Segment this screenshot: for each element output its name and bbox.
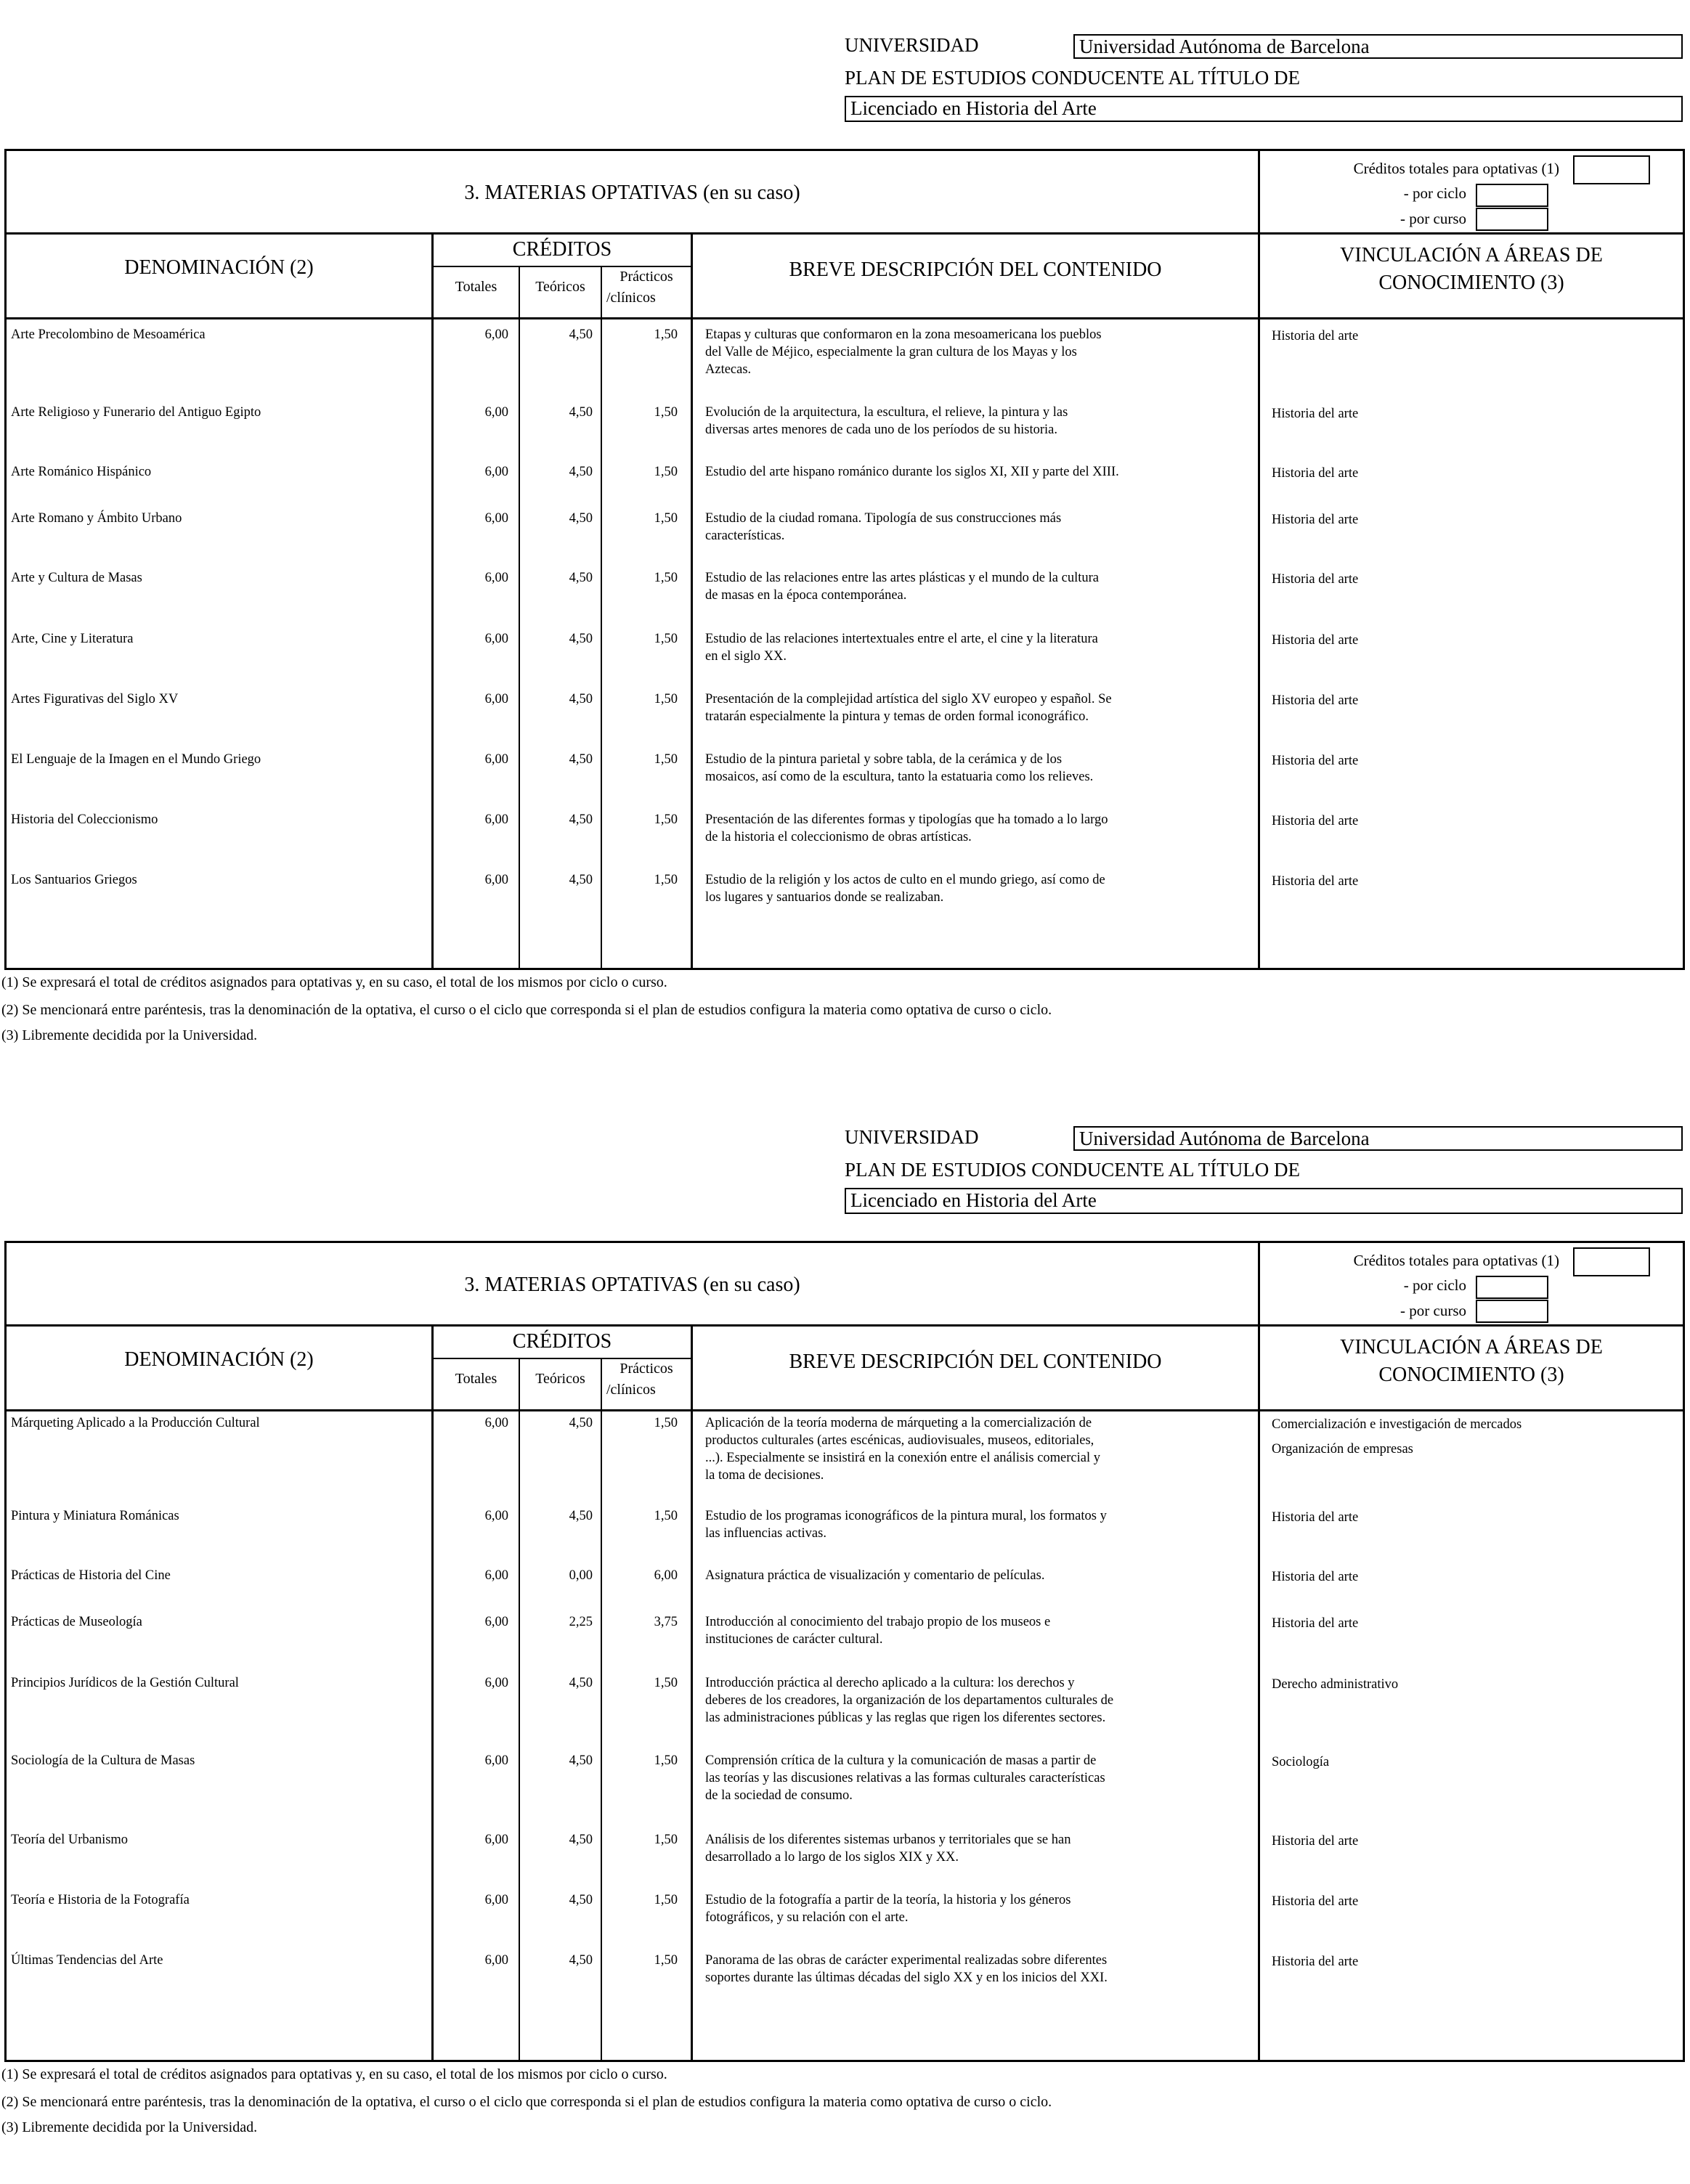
col-vinculacion-1: VINCULACIÓN A ÁREAS DE: [1340, 1336, 1603, 1358]
description-line: Introducción al conocimiento del trabajo propio de los museos e: [705, 1615, 1051, 1629]
description-line: tratarán especialmente la pintura y temas de orden formal iconográfico.: [705, 709, 1089, 724]
col-practicos: Prácticos: [619, 269, 673, 285]
row-descripcion: [705, 1567, 1257, 1584]
row-denominacion: Arte Románico Hispánico: [11, 465, 152, 479]
row-descripcion: [705, 1752, 1257, 1804]
description-line: Introducción práctica al derecho aplicado a la cultura: los derechos y: [705, 1676, 1075, 1690]
universidad-label: UNIVERSIDAD: [845, 34, 979, 56]
description-line: de la sociedad de consumo.: [705, 1788, 853, 1803]
por-curso-label: - por curso: [1400, 210, 1466, 227]
row-denominacion: Sociología de la Cultura de Masas: [11, 1753, 195, 1768]
description-line: de la historia el coleccionismo de obras artísticas.: [705, 830, 972, 844]
creditos-totales-label: Créditos totales para optativas (1): [1353, 160, 1559, 177]
footnote-1: (1) Se expresará el total de créditos asignados para optativas y, en su caso, el total de los mismos por ciclo o curso.: [1, 974, 667, 990]
description-line: diversas artes menores de cada uno de los períodos de su historia.: [705, 423, 1057, 437]
creditos-totales-box: [1573, 155, 1650, 184]
area-item: Historia del arte: [1272, 1616, 1359, 1631]
row-descripcion: [705, 1414, 1257, 1484]
row-practicos: 3,75: [654, 1615, 678, 1629]
row-totales: 6,00: [484, 571, 508, 585]
por-curso-label: - por curso: [1400, 1302, 1466, 1319]
description-line: Etapas y culturas que conformaron en la zona mesoamericana los pueblos: [705, 327, 1102, 342]
description-line: mosaicos, así como de la escultura, tanto la estatuaria como los relieves.: [705, 770, 1094, 784]
row-totales: 6,00: [484, 1509, 508, 1523]
row-denominacion: Prácticas de Historia del Cine: [11, 1568, 171, 1583]
row-areas: [1272, 511, 1678, 529]
row-totales: 6,00: [484, 1676, 508, 1690]
description-line: Asignatura práctica de visualización y comentario de películas.: [705, 1568, 1045, 1583]
row-teoricos: 4,50: [569, 752, 593, 767]
row-denominacion: Arte Precolombino de Mesoamérica: [11, 327, 206, 342]
row-descripcion: [705, 751, 1257, 786]
optativas-table: [4, 149, 1685, 970]
area-item: Historia del arte: [1272, 466, 1359, 481]
row-teoricos: 4,50: [569, 1753, 593, 1768]
description-line: Panorama de las obras de carácter experimental realizadas sobre diferentes: [705, 1953, 1108, 1968]
row-teoricos: 2,25: [569, 1615, 593, 1629]
row-denominacion: Pintura y Miniatura Románicas: [11, 1509, 179, 1523]
area-item: Sociología: [1272, 1755, 1330, 1769]
description-line: Aztecas.: [705, 362, 752, 377]
footnote-2: (2) Se mencionará entre paréntesis, tras la denominación de la optativa, el curso o el ciclo que corresponda si el plan de estudios configura la materia como optativa de curso o ciclo.: [1, 1002, 1052, 1018]
row-descripcion: [705, 1674, 1257, 1727]
row-denominacion: El Lenguaje de la Imagen en el Mundo Griego: [11, 752, 261, 767]
row-denominacion: Arte Religioso y Funerario del Antiguo Egipto: [11, 405, 261, 420]
description-line: de masas en la época contemporánea.: [705, 588, 907, 603]
area-item: Historia del arte: [1272, 407, 1359, 421]
row-denominacion: Artes Figurativas del Siglo XV: [11, 692, 179, 706]
row-totales: 6,00: [484, 1893, 508, 1907]
area-item: Historia del arte: [1272, 329, 1359, 343]
por-ciclo-label: - por ciclo: [1403, 184, 1466, 202]
row-denominacion: Arte y Cultura de Masas: [11, 571, 142, 585]
row-areas: [1272, 1953, 1678, 1971]
footnote-3: (3) Libremente decidida por la Universidad.: [1, 1027, 258, 1043]
row-teoricos: 4,50: [569, 1833, 593, 1847]
plan-label: PLAN DE ESTUDIOS CONDUCENTE AL TÍTULO DE: [845, 1159, 1300, 1181]
titulo-value: Licenciado en Historia del Arte: [845, 1188, 1683, 1214]
area-item: Historia del arte: [1272, 874, 1359, 889]
col-creditos: CRÉDITOS: [512, 1330, 612, 1353]
row-practicos: 1,50: [654, 692, 678, 706]
description-line: Aplicación de la teoría moderna de márqueting a la comercialización de: [705, 1416, 1092, 1430]
row-denominacion: Principios Jurídicos de la Gestión Cultural: [11, 1676, 239, 1690]
row-practicos: 1,50: [654, 1893, 678, 1907]
row-areas: [1272, 692, 1678, 709]
plan-label: PLAN DE ESTUDIOS CONDUCENTE AL TÍTULO DE: [845, 67, 1300, 89]
por-curso-box: [1476, 208, 1548, 231]
row-teoricos: 4,50: [569, 511, 593, 526]
por-ciclo-label: - por ciclo: [1403, 1276, 1466, 1294]
row-descripcion: [705, 463, 1257, 481]
area-item: Historia del arte: [1272, 754, 1359, 768]
document-page-2: [0, 1092, 1690, 2184]
description-line: Estudio de la religión y los actos de culto en el mundo griego, así como de: [705, 873, 1105, 887]
description-line: en el siglo XX.: [705, 649, 787, 664]
row-areas: [1272, 1568, 1678, 1586]
area-item: Historia del arte: [1272, 1834, 1359, 1849]
row-denominacion: Arte, Cine y Literatura: [11, 632, 134, 646]
section-title: 3. MATERIAS OPTATIVAS (en su caso): [464, 1274, 800, 1296]
col-totales: Totales: [455, 1371, 497, 1387]
col-vinculacion-2: CONOCIMIENTO (3): [1378, 272, 1564, 294]
row-denominacion: Teoría del Urbanismo: [11, 1833, 129, 1847]
row-practicos: 1,50: [654, 1416, 678, 1430]
row-teoricos: 4,50: [569, 571, 593, 585]
row-practicos: 1,50: [654, 632, 678, 646]
description-line: instituciones de carácter cultural.: [705, 1632, 883, 1647]
row-totales: 6,00: [484, 1753, 508, 1768]
row-areas: [1272, 752, 1678, 770]
creditos-totales-box: [1573, 1247, 1650, 1276]
description-line: ...). Especialmente se insistirá en la conexión entre el análisis comercial y: [705, 1451, 1101, 1465]
description-line: Evolución de la arquitectura, la escultura, el relieve, la pintura y las: [705, 405, 1068, 420]
row-teoricos: 4,50: [569, 873, 593, 887]
row-totales: 6,00: [484, 1953, 508, 1968]
row-descripcion: [705, 1952, 1257, 1987]
description-line: soportes durante las últimas décadas del siglo XX y en los inicios del XXI.: [705, 1971, 1108, 1985]
row-areas: [1272, 1893, 1678, 1910]
col-denominacion: DENOMINACIÓN (2): [124, 1348, 314, 1371]
row-areas: [1272, 632, 1678, 649]
col-creditos: CRÉDITOS: [512, 238, 612, 261]
row-practicos: 1,50: [654, 812, 678, 827]
row-teoricos: 4,50: [569, 327, 593, 342]
row-areas: [1272, 465, 1678, 482]
row-denominacion: Prácticas de Museología: [11, 1615, 142, 1629]
row-denominacion: Arte Romano y Ámbito Urbano: [11, 511, 182, 526]
col-practicos: Prácticos: [619, 1361, 673, 1377]
area-item: Derecho administrativo: [1272, 1677, 1399, 1692]
section-title: 3. MATERIAS OPTATIVAS (en su caso): [464, 182, 800, 204]
row-descripcion: [705, 1831, 1257, 1866]
row-denominacion: Historia del Coleccionismo: [11, 812, 158, 827]
description-line: Análisis de los diferentes sistemas urbanos y territoriales que se han: [705, 1833, 1071, 1847]
row-practicos: 1,50: [654, 405, 678, 420]
row-totales: 6,00: [484, 511, 508, 526]
row-teoricos: 4,50: [569, 692, 593, 706]
description-line: Estudio de los programas iconográficos de la pintura mural, los formatos y: [705, 1509, 1107, 1523]
row-areas: [1272, 327, 1678, 345]
row-areas: [1272, 1416, 1678, 1458]
row-denominacion: Los Santuarios Griegos: [11, 873, 137, 887]
description-line: Estudio de la fotografía a partir de la teoría, la historia y los géneros: [705, 1893, 1071, 1907]
area-item: Historia del arte: [1272, 572, 1359, 587]
row-practicos: 1,50: [654, 1753, 678, 1768]
row-teoricos: 4,50: [569, 1416, 593, 1430]
description-line: fotográficos, y su relación con el arte.: [705, 1910, 909, 1925]
optativas-table: [4, 1241, 1685, 2062]
row-areas: [1272, 1753, 1678, 1771]
col-totales: Totales: [455, 279, 497, 295]
area-item: Historia del arte: [1272, 1894, 1359, 1909]
description-line: del Valle de Méjico, especialmente la gran cultura de los Mayas y los: [705, 345, 1077, 359]
area-item: Organización de empresas: [1272, 1442, 1413, 1456]
row-totales: 6,00: [484, 632, 508, 646]
row-teoricos: 4,50: [569, 1953, 593, 1968]
description-line: los lugares y santuarios donde se realizaban.: [705, 890, 944, 905]
area-item: Comercialización e investigación de mercados: [1272, 1417, 1522, 1432]
description-line: productos culturales (artes escénicas, audiovisuales, museos, editoriales,: [705, 1433, 1094, 1448]
description-line: la toma de decisiones.: [705, 1468, 824, 1483]
description-line: las administraciones públicas y las reglas que rigen los diferentes sectores.: [705, 1711, 1106, 1725]
description-line: las influencias activas.: [705, 1526, 826, 1541]
row-descripcion: [705, 630, 1257, 665]
row-totales: 6,00: [484, 327, 508, 342]
row-descripcion: [705, 404, 1257, 439]
row-descripcion: [705, 811, 1257, 846]
row-practicos: 1,50: [654, 1676, 678, 1690]
row-descripcion: [705, 871, 1257, 906]
row-teoricos: 4,50: [569, 1893, 593, 1907]
row-totales: 6,00: [484, 465, 508, 479]
universidad-value: Universidad Autónoma de Barcelona: [1073, 34, 1683, 59]
row-practicos: 1,50: [654, 511, 678, 526]
row-teoricos: 4,50: [569, 465, 593, 479]
titulo-value: Licenciado en Historia del Arte: [845, 96, 1683, 122]
col-vinculacion-2: CONOCIMIENTO (3): [1378, 1364, 1564, 1386]
description-line: las teorías y las discusiones relativas a las formas culturales características: [705, 1771, 1105, 1785]
description-line: características.: [705, 529, 785, 543]
area-item: Historia del arte: [1272, 1955, 1359, 1969]
description-line: desarrollado a lo largo de los siglos XIX y XX.: [705, 1850, 959, 1865]
row-totales: 6,00: [484, 873, 508, 887]
footnote-1: (1) Se expresará el total de créditos asignados para optativas y, en su caso, el total de los mismos por ciclo o curso.: [1, 2066, 667, 2082]
row-areas: [1272, 405, 1678, 423]
row-totales: 6,00: [484, 405, 508, 420]
row-areas: [1272, 873, 1678, 890]
row-practicos: 1,50: [654, 1509, 678, 1523]
row-totales: 6,00: [484, 1416, 508, 1430]
row-totales: 6,00: [484, 752, 508, 767]
creditos-totales-label: Créditos totales para optativas (1): [1353, 1252, 1559, 1269]
por-ciclo-box: [1476, 1276, 1548, 1299]
col-clinicos: /clínicos: [606, 290, 656, 306]
row-practicos: 1,50: [654, 1833, 678, 1847]
col-teoricos: Teóricos: [535, 279, 585, 295]
row-practicos: 1,50: [654, 571, 678, 585]
col-teoricos: Teóricos: [535, 1371, 585, 1387]
col-clinicos: /clínicos: [606, 1382, 656, 1398]
col-denominacion: DENOMINACIÓN (2): [124, 256, 314, 279]
footnote-2: (2) Se mencionará entre paréntesis, tras la denominación de la optativa, el curso o el ciclo que corresponda si el plan de estudios configura la materia como optativa de curso o ciclo.: [1, 2094, 1052, 2110]
row-totales: 6,00: [484, 1833, 508, 1847]
area-item: Historia del arte: [1272, 814, 1359, 828]
row-descripcion: [705, 1507, 1257, 1542]
row-descripcion: [705, 510, 1257, 545]
row-practicos: 1,50: [654, 752, 678, 767]
description-line: Estudio de la ciudad romana. Tipología de sus construcciones más: [705, 511, 1062, 526]
row-practicos: 1,50: [654, 1953, 678, 1968]
row-teoricos: 4,50: [569, 812, 593, 827]
row-denominacion: Últimas Tendencias del Arte: [11, 1953, 163, 1968]
row-areas: [1272, 1676, 1678, 1693]
row-areas: [1272, 812, 1678, 830]
row-areas: [1272, 571, 1678, 588]
description-line: Estudio de la pintura parietal y sobre tabla, de la cerámica y de los: [705, 752, 1063, 767]
universidad-value: Universidad Autónoma de Barcelona: [1073, 1126, 1683, 1151]
row-descripcion: [705, 326, 1257, 378]
row-teoricos: 4,50: [569, 632, 593, 646]
row-areas: [1272, 1509, 1678, 1526]
por-ciclo-box: [1476, 184, 1548, 207]
row-teoricos: 0,00: [569, 1568, 593, 1583]
area-item: Historia del arte: [1272, 633, 1359, 648]
universidad-label: UNIVERSIDAD: [845, 1126, 979, 1148]
description-line: Estudio de las relaciones entre las artes plásticas y el mundo de la cultura: [705, 571, 1099, 585]
col-descripcion: BREVE DESCRIPCIÓN DEL CONTENIDO: [789, 1350, 1162, 1373]
row-areas: [1272, 1833, 1678, 1850]
row-teoricos: 4,50: [569, 1509, 593, 1523]
row-teoricos: 4,50: [569, 1676, 593, 1690]
col-vinculacion-1: VINCULACIÓN A ÁREAS DE: [1340, 244, 1603, 266]
description-line: Estudio de las relaciones intertextuales entre el arte, el cine y la literatura: [705, 632, 1098, 646]
row-denominacion: Teoría e Historia de la Fotografía: [11, 1893, 190, 1907]
row-descripcion: [705, 690, 1257, 725]
description-line: Presentación de las diferentes formas y tipologías que ha tomado a lo largo: [705, 812, 1108, 827]
description-line: Comprensión crítica de la cultura y la comunicación de masas a partir de: [705, 1753, 1097, 1768]
area-item: Historia del arte: [1272, 513, 1359, 527]
row-totales: 6,00: [484, 692, 508, 706]
area-item: Historia del arte: [1272, 1570, 1359, 1584]
area-item: Historia del arte: [1272, 693, 1359, 708]
footnote-3: (3) Libremente decidida por la Universidad.: [1, 2119, 258, 2135]
col-descripcion: BREVE DESCRIPCIÓN DEL CONTENIDO: [789, 258, 1162, 281]
row-teoricos: 4,50: [569, 405, 593, 420]
row-denominacion: Márqueting Aplicado a la Producción Cultural: [11, 1416, 260, 1430]
description-line: deberes de los creadores, la organización de los departamentos culturales de: [705, 1693, 1114, 1708]
row-descripcion: [705, 1613, 1257, 1648]
row-areas: [1272, 1615, 1678, 1632]
description-line: Estudio del arte hispano románico durante los siglos XI, XII y parte del XIII.: [705, 465, 1119, 479]
por-curso-box: [1476, 1300, 1548, 1323]
row-descripcion: [705, 569, 1257, 604]
description-line: Presentación de la complejidad artística del siglo XV europeo y español. Se: [705, 692, 1112, 706]
row-totales: 6,00: [484, 1568, 508, 1583]
row-totales: 6,00: [484, 812, 508, 827]
row-practicos: 6,00: [654, 1568, 678, 1583]
row-practicos: 1,50: [654, 465, 678, 479]
row-totales: 6,00: [484, 1615, 508, 1629]
row-descripcion: [705, 1891, 1257, 1926]
row-practicos: 1,50: [654, 327, 678, 342]
area-item: Historia del arte: [1272, 1510, 1359, 1525]
row-practicos: 1,50: [654, 873, 678, 887]
